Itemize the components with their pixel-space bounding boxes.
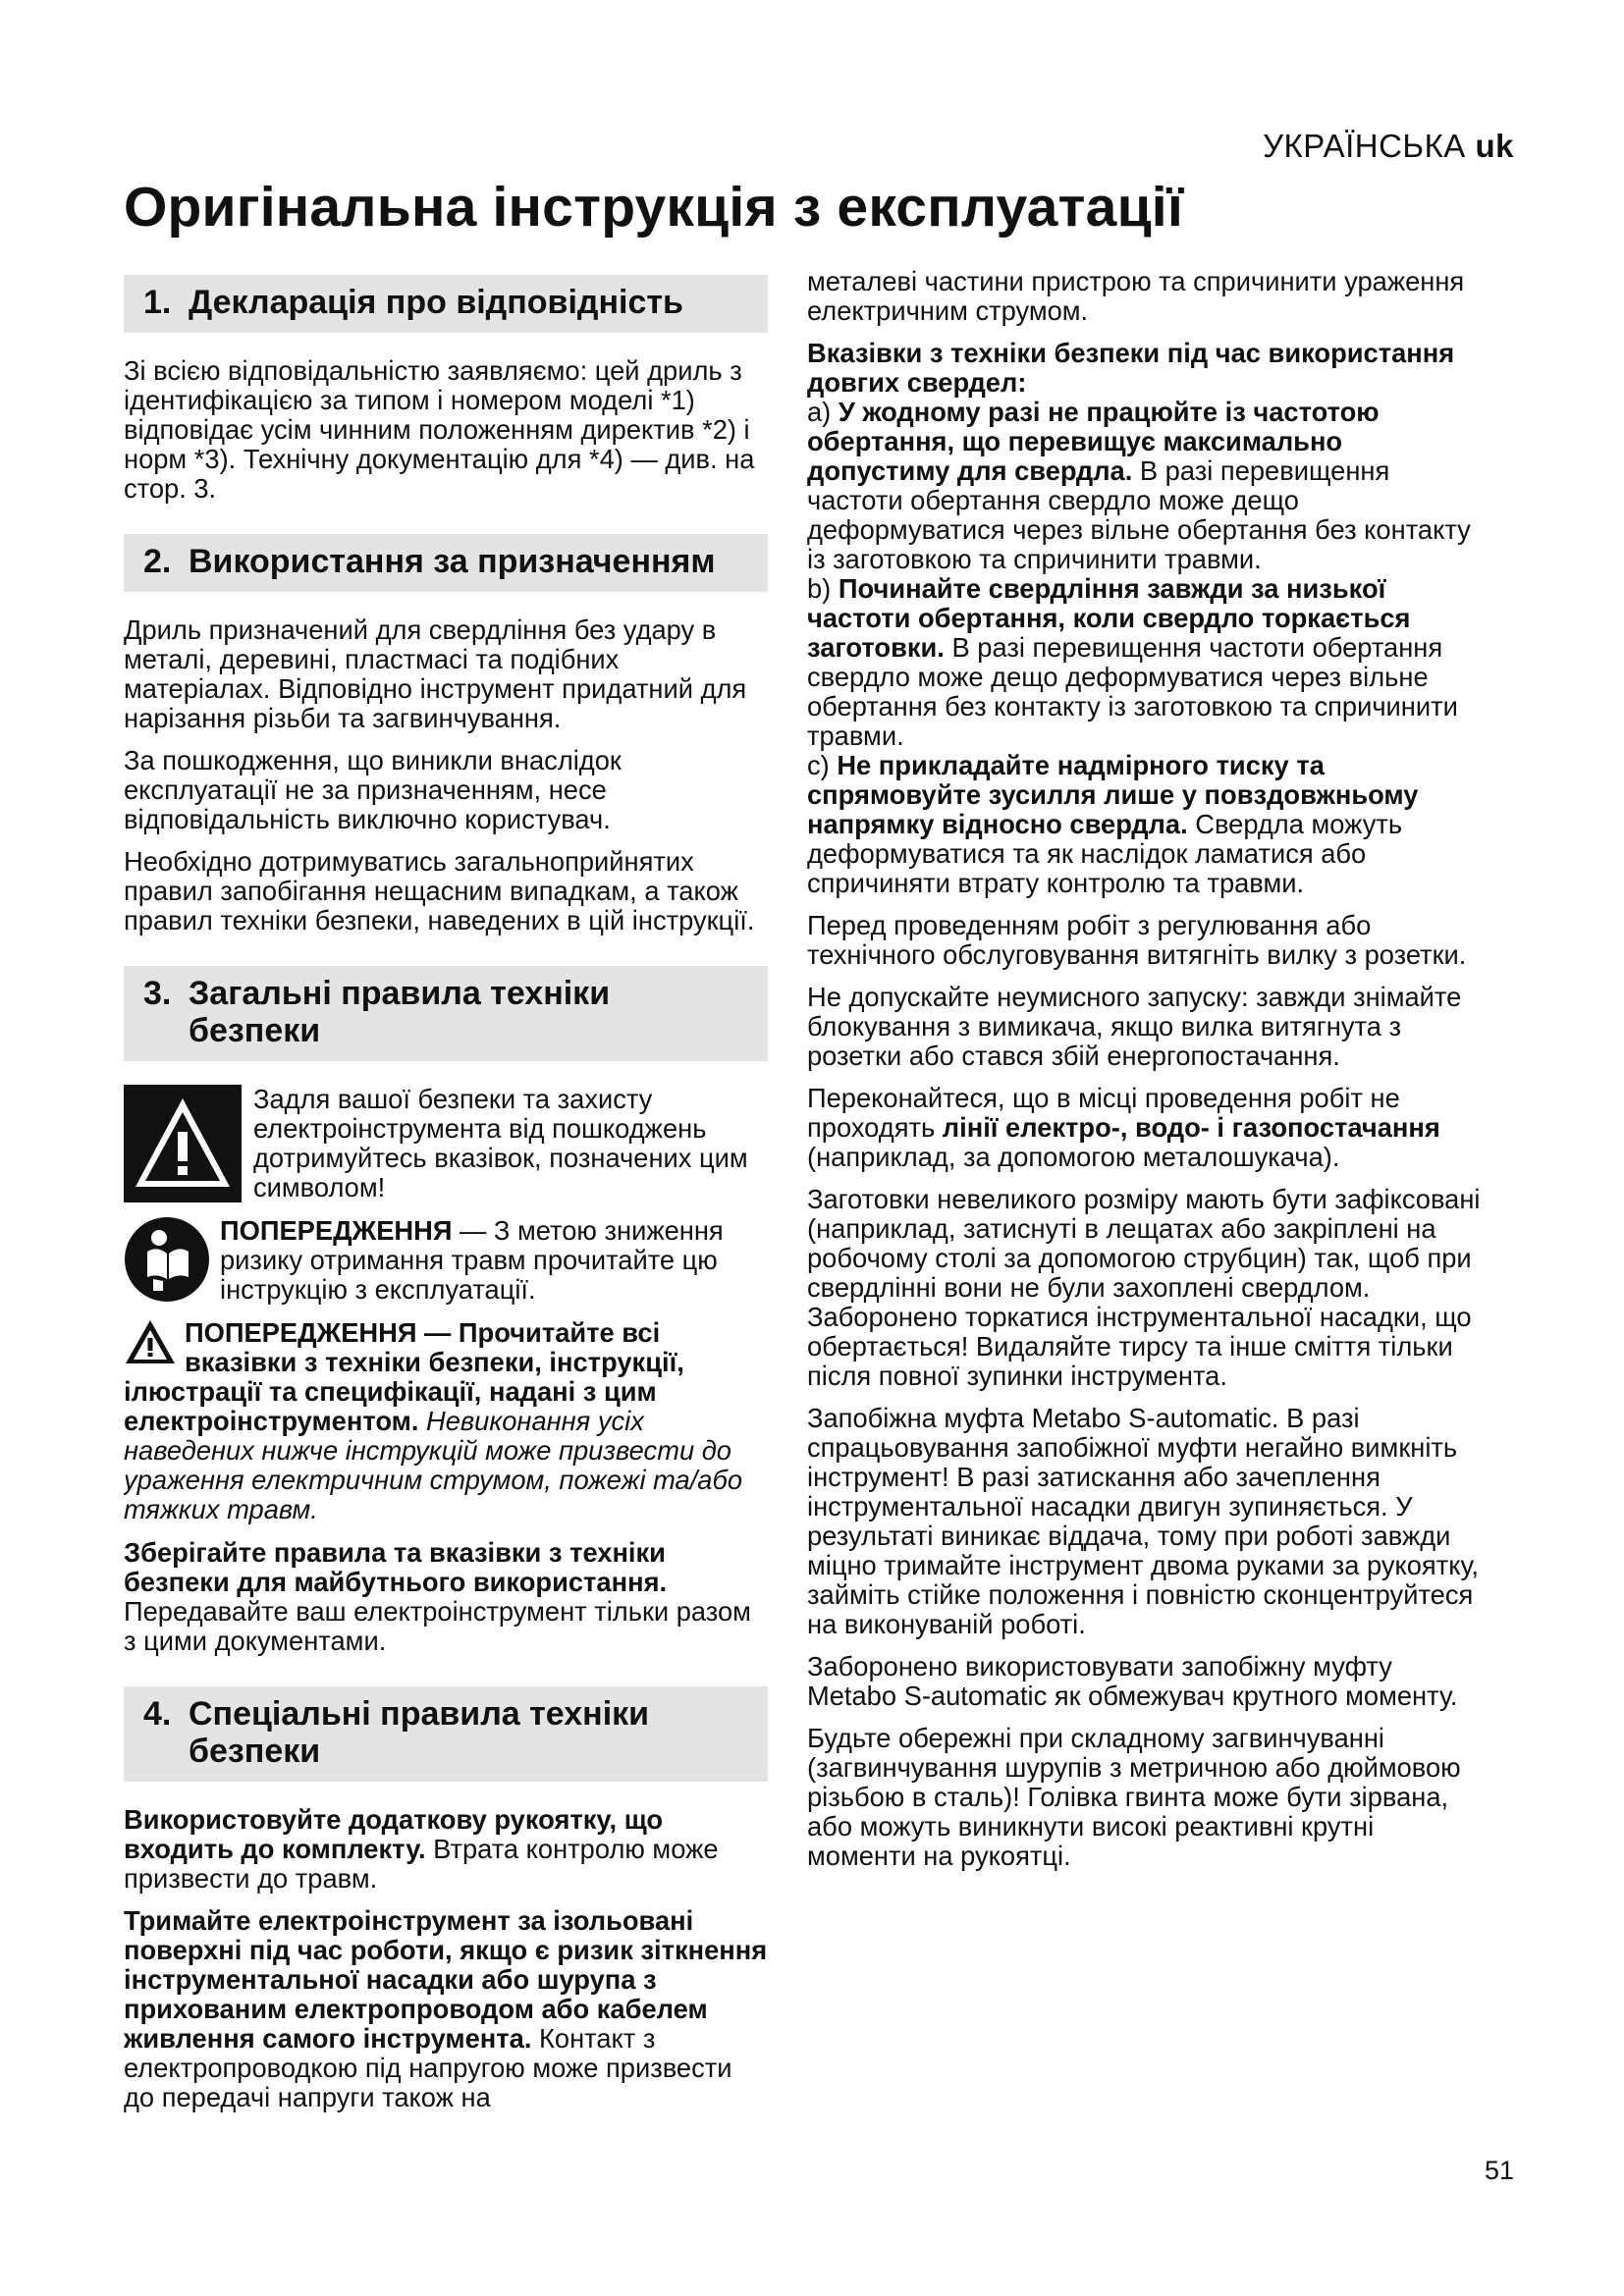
paragraph — [124, 1906, 770, 2112]
item-c: c) Не прикладайте надмірного тиску та спрямовуйте зусилля лише у повздовжньому напрямку відносно свердла. Свердла можуть деформуватися та як наслідок ламатися або спричиняти втрату контролю та травми. — [807, 750, 1419, 898]
symbol-note-text: Задля вашої безпеки та захисту електроінструмента від пошкоджень дотримуйтесь вказівок, позначених цим символом! — [253, 1084, 748, 1202]
left-column — [124, 275, 770, 2125]
warning-label: ПОПЕРЕДЖЕННЯ — [220, 1215, 453, 1246]
section-2-header — [124, 534, 768, 592]
read-manual-warning — [124, 1216, 770, 1305]
paragraph: Перед проведенням робіт з регулювання або технічного обслуговування витягніть вилку з розетки. — [807, 910, 1467, 970]
page-number: 51 — [1484, 2156, 1514, 2185]
section-number: 4. — [143, 1695, 172, 1733]
paragraph: Не допускайте неумисного запуску: завжди знімайте блокування з вимикача, якщо вилка витягнута з розетки або стався збій енергопостачання. — [807, 982, 1462, 1071]
symbol-note — [124, 1085, 770, 1202]
paragraph: Будьте обережні при складному загвинчуванні (загвинчування шурупів з метричною або дюймовою різьбою в сталь)! Голівка гвинта може бути зірвана, або можуть виникнути високі реактивні крутні моменти на рукоятці. — [807, 1723, 1461, 1871]
warning-triangle-icon — [124, 1085, 242, 1202]
section-title: Загальні правила техніки безпеки — [189, 975, 611, 1049]
keep-instructions — [124, 1538, 770, 1656]
language-code: uk — [1475, 128, 1514, 164]
warning-bold-text: ПОПЕРЕДЖЕННЯ — Прочитайте всі вказівки з техніки безпеки, інструкції, ілюстрації та специфікації, надані з цим електроінструментом. — [124, 1318, 684, 1436]
item-b: b) Починайте свердління завжди за низької частоти обертання, коли свердло торкається заготовки. В разі перевищення частоти обертання свердло може дещо деформуватися через вільне обертання без контакту із заготовкою та спричинити травми. — [807, 573, 1458, 751]
language-name: УКРАЇНСЬКА — [1263, 128, 1466, 164]
section-title: Використання за призначенням — [189, 543, 716, 580]
section-title: Спеціальні правила техніки безпеки — [189, 1695, 650, 1770]
warning-italic-text: Невиконання усіх наведених нижче інструкцій може призвести до ураження електричним струмом, пожежі та/або тяжких травм. — [124, 1406, 743, 1524]
section-number: 1. — [143, 284, 172, 321]
item-a: a) У жодному разі не працюйте із частотою обертання, що перевищує максимально допустиму для свердла. В разі перевищення частоти обертання свердло може дещо деформуватися через вільне обертання без контакту із заготовкою та спричинити травми. — [807, 397, 1471, 574]
section-1-header — [124, 275, 768, 333]
paragraph: Заборонено торкатися інструментальної насадки, що обертається! Видаляйте тирсу та інше сміття тільки після повної зупинки інструмента. — [807, 1302, 1472, 1391]
section-3-header — [124, 966, 768, 1061]
paragraph: Необхідно дотримуватись загальноприйнятих правил запобігання нещасним випадкам, а також правил техніки безпеки, наведених в цій інструкції. — [124, 846, 755, 935]
paragraph-text: Контакт з електропроводкою під напругою може призвести до передачі напруги також на — [124, 2023, 732, 2112]
language-label — [1263, 128, 1514, 165]
paragraph: Запобіжна муфта Metabo S-automatic. В разі спрацьовування запобіжної муфти негайно вимкніть інструмент! В разі затискання або зачеплення інструментальної насадки двигун зупиняється. У результаті виникає віддача, тому при роботі завжди міцно тримайте інструмент двома руками за рукоятку, займіть стійке положення і повністю сконцентруйтеся на виконуваній роботі. — [807, 1403, 1479, 1639]
read-manual-icon — [124, 1216, 210, 1303]
paragraph: Заборонено використовувати запобіжну муфту Metabo S-automatic як обмежувач крутного моменту. — [807, 1651, 1458, 1711]
subheading: Вказівки з техніки безпеки під час використання довгих свердел: — [807, 338, 1455, 398]
section-number: 3. — [143, 975, 172, 1012]
paragraph: металеві частини пристрою та спричинити ураження електричним струмом. — [807, 266, 1465, 326]
section-number: 2. — [143, 543, 172, 580]
paragraph — [124, 1805, 770, 1894]
section-1-body: Зі всією відповідальністю заявляємо: цей дриль з ідентифікацією за типом і номером моделі *1) відповідає усім чинним положенням директив *2) і норм *3). Технічну документацію для *4) — див. на стор. 3. — [124, 355, 755, 504]
keep-text: Передавайте ваш електроінструмент тільки разом з цими документами. — [124, 1596, 751, 1656]
page-title: Оригінальна інструкція з експлуатації — [124, 176, 1184, 239]
paragraph-text: Втрата контролю може призвести до травм. — [124, 1834, 719, 1894]
section-4-header — [124, 1686, 768, 1782]
right-column — [807, 267, 1483, 1884]
general-warning — [124, 1318, 770, 1524]
paragraph-bold: Використовуйте додаткову рукоятку, що входить до комплекту. — [124, 1804, 664, 1864]
paragraph: Заготовки невеликого розміру мають бути зафіксовані (наприклад, затиснуті в лещатах або закріплені на робочому столі за допомогою струбцин) так, щоб при свердлінні вони не були захоплені свердлом. — [807, 1184, 1481, 1303]
section-title: Декларація про відповідність — [189, 284, 683, 321]
paragraph: Переконайтеся, що в місці проведення робіт не проходять лінії електро-, водо- і газопостачання (наприклад, за допомогою металошукача). — [807, 1083, 1440, 1172]
warning-text: — З метою зниження ризику отримання травм прочитайте цю інструкцію з експлуатації. — [220, 1215, 724, 1305]
paragraph: За пошкодження, що виникли внаслідок експлуатації не за призначенням, несе відповідальність виключно користувач. — [124, 745, 622, 834]
warning-triangle-icon — [124, 1318, 177, 1365]
paragraph-bold: Тримайте електроінструмент за ізольовані поверхні під час роботи, якщо є ризик зіткнення інструментальної насадки або шурупа з прихованим електропроводом або кабелем живлення самого інструмента. — [124, 1905, 768, 2054]
paragraph: Дриль призначений для свердління без удару в металі, деревині, пластмасі та подібних матеріалах. Відповідно інструмент придатний для нарізання різьби та загвинчування. — [124, 614, 747, 733]
keep-bold: Зберігайте правила та вказівки з техніки безпеки для майбутнього використання. — [124, 1537, 668, 1597]
